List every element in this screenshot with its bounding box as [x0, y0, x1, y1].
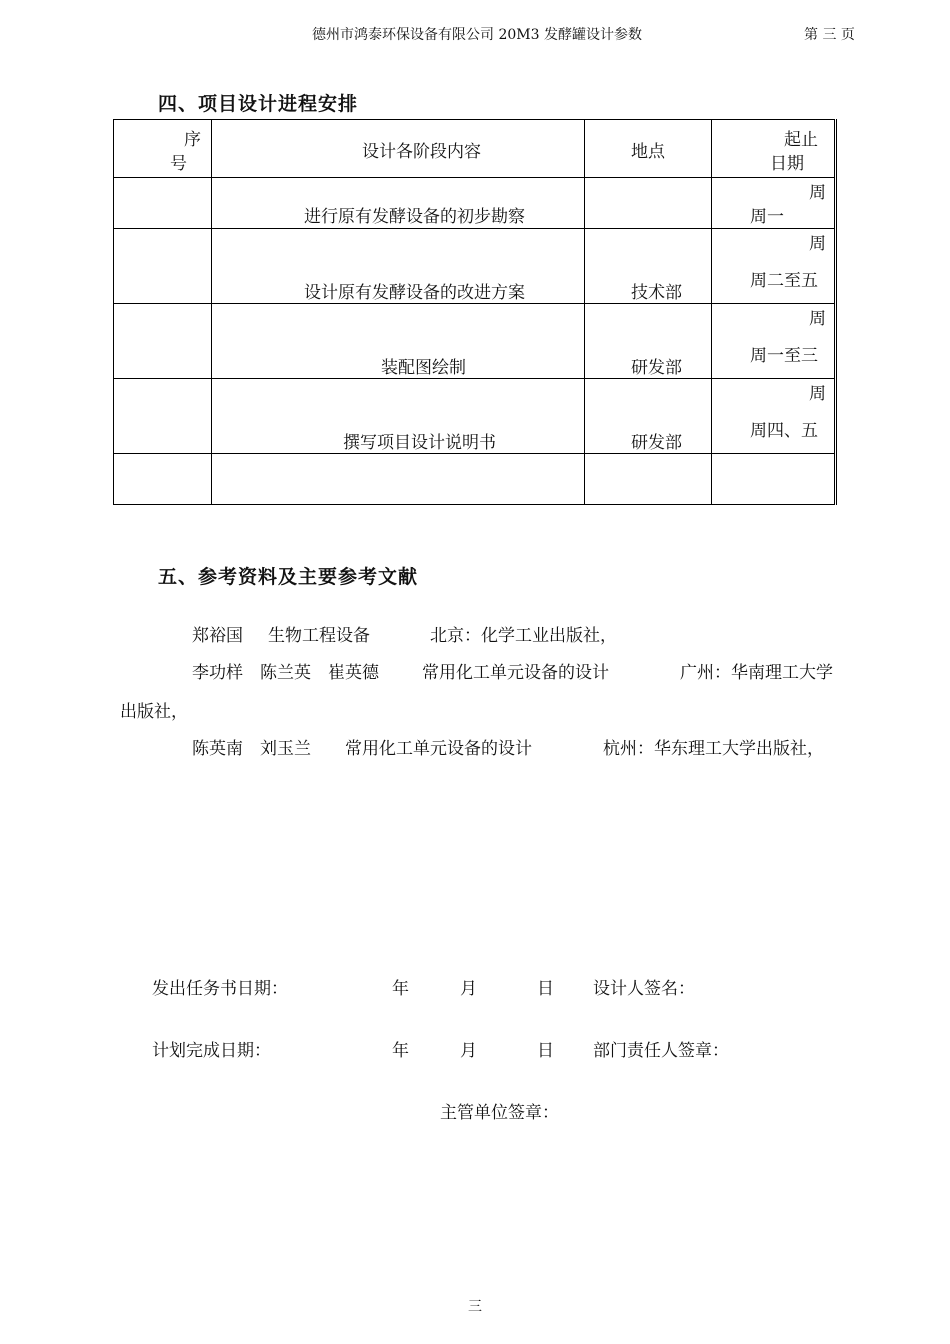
row-content-cell: [212, 379, 585, 454]
row-content-cell: [212, 229, 585, 304]
row-place: 研发部: [631, 358, 682, 378]
row-no-cell: [114, 178, 212, 229]
row-date-cell: [712, 229, 836, 304]
table-header-row: [114, 120, 836, 178]
column-place: 地点: [631, 142, 665, 162]
header-cell-place: [585, 120, 712, 178]
row-no-cell: [114, 229, 212, 304]
reference-3-title: 常用化工单元设备的设计: [345, 739, 532, 759]
plan-year-label: 年: [392, 1041, 409, 1061]
plan-day-label: 日: [537, 1041, 554, 1061]
row-no-cell: [114, 304, 212, 379]
empty-cell: [712, 454, 836, 505]
column-no-line1: 序: [184, 130, 201, 150]
column-content: 设计各阶段内容: [362, 142, 481, 162]
row-place-cell: [585, 379, 712, 454]
row-content-cell: [212, 304, 585, 379]
column-date-line1: 起止: [784, 130, 818, 150]
table-row: [114, 229, 836, 304]
column-no-line2: 号: [170, 154, 187, 174]
document-header-title: 德州市鸿泰环保设备有限公司 20M3 发酵罐设计参数: [312, 27, 642, 43]
reference-3-publisher: 杭州：华东理工大学出版社，: [603, 739, 824, 759]
table-row: [114, 304, 836, 379]
row-place-cell: [585, 178, 712, 229]
header-cell-date: [712, 120, 836, 178]
row-week: 周: [809, 234, 826, 254]
table-row: [114, 178, 836, 229]
designer-signature-label: 设计人签名：: [593, 979, 695, 999]
schedule-table: [113, 119, 837, 505]
page-number: 三: [468, 1299, 482, 1315]
table-row: [114, 379, 836, 454]
row-date: 周四、五: [750, 421, 818, 441]
department-signature-label: 部门责任人签章：: [593, 1041, 729, 1061]
table-row-empty: [114, 454, 836, 505]
row-week: 周: [809, 384, 826, 404]
row-content: 撰写项目设计说明书: [343, 433, 496, 453]
supervisor-signature-label: 主管单位签章：: [440, 1103, 559, 1123]
reference-1-title: 生物工程设备: [268, 626, 370, 646]
row-date-cell: [712, 379, 836, 454]
row-week: 周: [809, 183, 826, 203]
reference-2-continuation: 出版社，: [120, 702, 188, 722]
row-place: 研发部: [631, 433, 682, 453]
reference-1-authors: 郑裕国: [192, 626, 243, 646]
issue-month-label: 月: [460, 979, 477, 999]
row-date: 周一: [750, 207, 784, 227]
section-5-heading: 五、参考资料及主要参考文献: [158, 566, 419, 588]
row-place: 技术部: [631, 283, 682, 303]
row-place-cell: [585, 304, 712, 379]
row-week: 周: [809, 309, 826, 329]
row-content-cell: [212, 178, 585, 229]
reference-2-authors: 李功样 陈兰英 崔英德: [192, 663, 379, 683]
row-date-cell: [712, 304, 836, 379]
empty-cell: [114, 454, 212, 505]
row-date: 周一至三: [750, 346, 818, 366]
empty-cell: [212, 454, 585, 505]
section-4-heading: 四、项目设计进程安排: [158, 93, 359, 115]
row-place-cell: [585, 229, 712, 304]
column-date-line2: 日期: [770, 154, 804, 174]
header-cell-content: [212, 120, 585, 178]
reference-1-publisher: 北京：化学工业出版社，: [430, 626, 617, 646]
row-content: 装配图绘制: [381, 358, 466, 378]
plan-date-label: 计划完成日期：: [152, 1041, 271, 1061]
issue-year-label: 年: [392, 979, 409, 999]
row-no-cell: [114, 379, 212, 454]
row-content: 设计原有发酵设备的改进方案: [304, 283, 525, 303]
reference-2-title: 常用化工单元设备的设计: [422, 663, 609, 683]
issue-date-label: 发出任务书日期：: [152, 979, 288, 999]
row-date-cell: [712, 178, 836, 229]
reference-2-publisher: 广州：华南理工大学: [680, 663, 833, 683]
issue-day-label: 日: [537, 979, 554, 999]
reference-3-authors: 陈英南 刘玉兰: [192, 739, 311, 759]
plan-month-label: 月: [460, 1041, 477, 1061]
row-content: 进行原有发酵设备的初步勘察: [304, 207, 525, 227]
header-cell-no: [114, 120, 212, 178]
row-date: 周二至五: [750, 271, 818, 291]
empty-cell: [585, 454, 712, 505]
page-label: 第 三 页: [804, 27, 855, 43]
